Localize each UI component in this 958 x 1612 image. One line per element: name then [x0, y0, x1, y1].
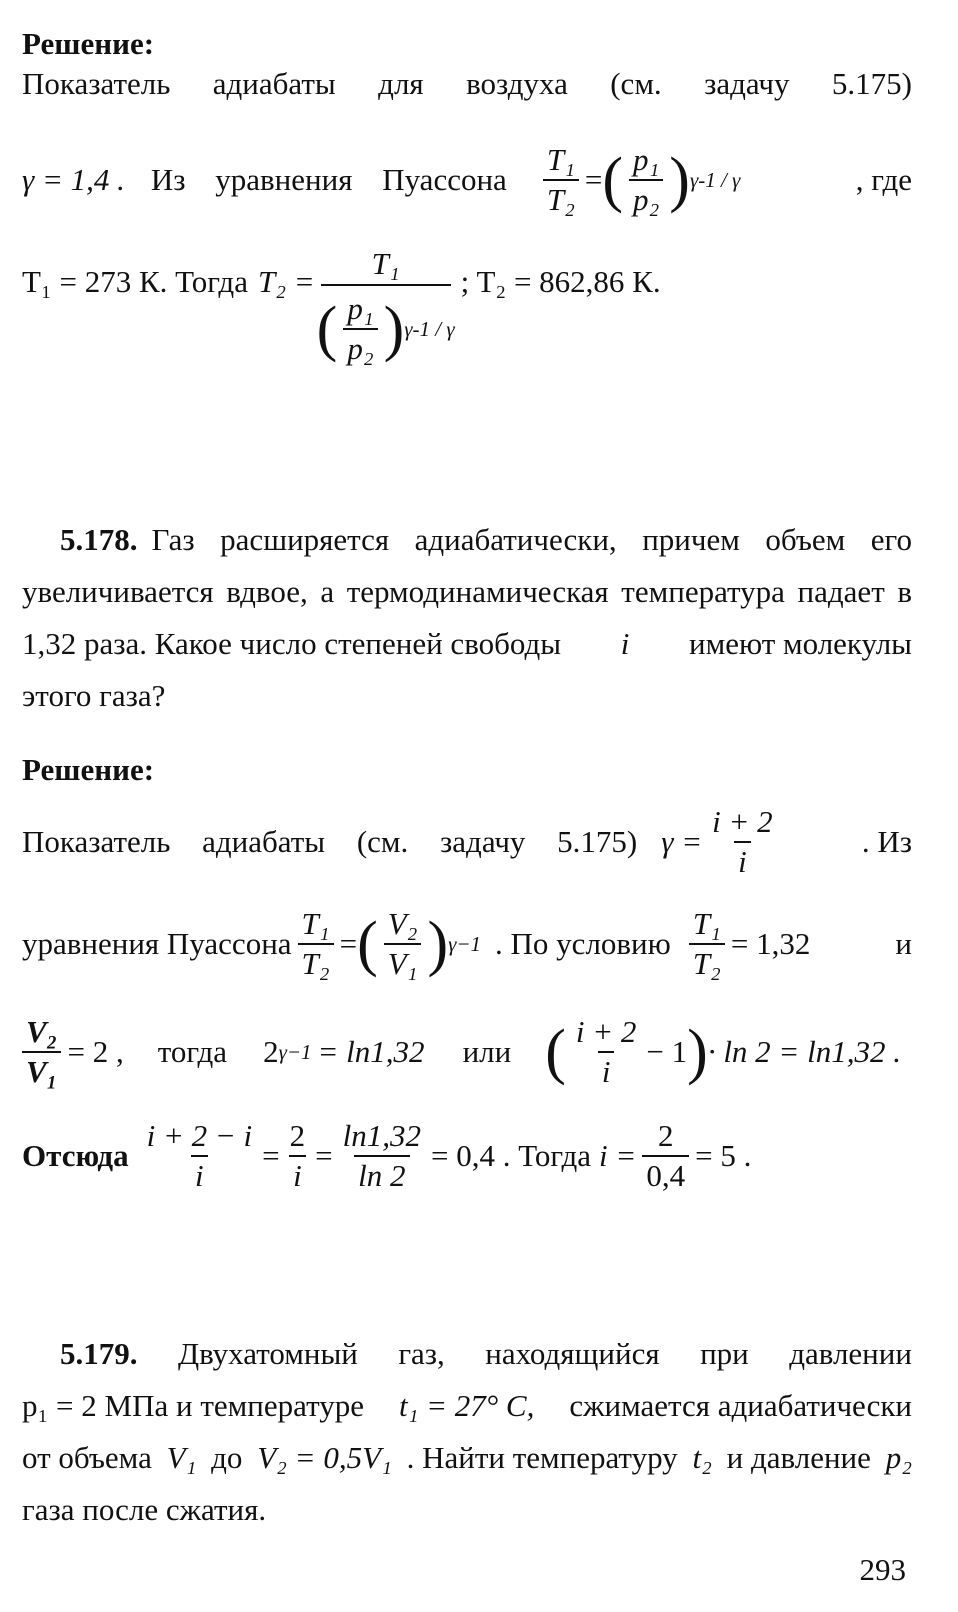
- fraction-numerator: i + 2: [712, 804, 773, 839]
- t-ratio-fraction: [298, 905, 334, 983]
- text: − 1: [646, 1034, 688, 1069]
- block1-line2: γ = 1,4 . Из уравнения Пуассона $\frac{\text{T₁}}{\text{T₂}}$ = ( $\frac{\text{p₁}}{\text{p₂}}$ ) γ-1 / γ , где: [22, 142, 912, 217]
- v2-v1-fraction: [22, 1013, 61, 1091]
- word: газ,: [398, 1336, 445, 1371]
- fraction-numerator: T₁: [546, 142, 575, 177]
- base-two: 2: [263, 1034, 279, 1069]
- word: Показатель: [22, 66, 171, 101]
- fraction-numerator: T₁: [692, 906, 721, 941]
- text: · ln 2 = ln1,32 .: [707, 1034, 901, 1069]
- block2-line2: уравнения Пуассона $\frac{\text{T₁}}{\text{T₂}}$ = ( $\frac{\text{V₂}}{\text{V₁}}$ ) γ−1 . По условию $\frac{\text{T₁}}{\text{T₂}}$ = 1,32 и: [22, 906, 912, 981]
- condition-fraction: [689, 905, 725, 983]
- block2-line1: [22, 800, 912, 884]
- problem-178-line4: этого газа?: [22, 678, 166, 713]
- text: и давление: [726, 1440, 871, 1475]
- text: = ln1,32: [317, 1034, 425, 1069]
- text: V₁: [166, 1440, 197, 1475]
- text: тогда: [157, 1034, 228, 1069]
- fraction-denominator: 0,4: [642, 1155, 689, 1195]
- fraction-numerator: ln1,32: [342, 1118, 421, 1153]
- text: t₁ = 27° С,: [398, 1388, 535, 1423]
- fraction-2: [286, 1117, 310, 1195]
- t2-fraction: [316, 244, 455, 368]
- var-i: i: [620, 626, 630, 661]
- text: V₂ = 0,5V₁: [257, 1440, 392, 1475]
- fraction-numerator: T₁: [301, 906, 330, 941]
- fraction-numerator: p₁: [347, 291, 374, 326]
- word: Двухатомный: [177, 1336, 358, 1371]
- poisson-intro: Из уравнения Пуассона: [150, 162, 507, 197]
- fraction-numerator: 2: [289, 1118, 306, 1153]
- word: задачу: [704, 66, 790, 101]
- word: находящийся: [485, 1336, 660, 1371]
- fraction-1: [143, 1117, 257, 1195]
- text: сжимается адиабатически: [569, 1388, 912, 1423]
- fraction-numerator: p₁: [633, 142, 660, 177]
- text: . Из: [861, 824, 912, 859]
- fraction-numerator: 2: [657, 1118, 674, 1153]
- block2-line3: $\frac{\text{V₂}}{\text{V₁}}$ = 2 , тогда 2 γ−1 = ln1,32 или ( $\frac{i + 2}{i}$ − 1 ) · ln 2 = ln1,32 .: [22, 1004, 912, 1100]
- word: при: [700, 1336, 749, 1371]
- fraction-denominator: i: [191, 1155, 208, 1195]
- word: адиабаты: [212, 66, 336, 101]
- word: для: [378, 66, 424, 101]
- text: и: [895, 926, 912, 961]
- result: = 5 .: [695, 1138, 752, 1173]
- poisson-lhs-fraction: [543, 141, 579, 219]
- exponent: γ−1: [448, 932, 482, 956]
- ratio-value: = 1,32: [730, 926, 811, 961]
- text: t₂: [692, 1440, 712, 1475]
- fraction-numerator: i + 2: [575, 1014, 637, 1049]
- fraction-3: [339, 1117, 425, 1195]
- solution-heading-1: Решение:: [22, 26, 155, 61]
- fraction-denominator: p₂: [343, 328, 377, 368]
- problem-text: Газ расширяется адиабатически, причем объем его: [151, 522, 912, 557]
- v-ratio-fraction: [384, 905, 422, 983]
- fraction-denominator: i: [289, 1155, 306, 1195]
- fraction-denominator: i: [598, 1051, 615, 1091]
- text: или: [462, 1034, 512, 1069]
- problem-number: 5.178.: [60, 522, 138, 557]
- fraction-denominator: V₁: [384, 943, 422, 983]
- fraction-numerator: V₂: [387, 906, 418, 941]
- problem-179-line1: [22, 1334, 912, 1374]
- text: от объема: [22, 1440, 152, 1475]
- i-fraction: [572, 1013, 641, 1091]
- text: до: [211, 1440, 243, 1475]
- t2-lhs: T₂ =: [257, 264, 315, 299]
- fraction-denominator: T₂: [298, 943, 334, 983]
- text: . Найти температуру: [406, 1440, 678, 1475]
- problem-179-line4: газа после сжатия.: [22, 1492, 267, 1527]
- text: p₁ = 2 МПа и температуре: [22, 1388, 364, 1423]
- poisson-exponent: γ-1 / γ: [689, 168, 741, 192]
- problem-179-line3: [22, 1438, 912, 1478]
- gamma-fraction: [708, 803, 777, 881]
- fraction-denominator: T₂: [543, 179, 579, 219]
- fraction-denominator: p₂: [629, 179, 663, 219]
- poisson-rhs-fraction: [629, 141, 663, 219]
- fraction-numerator: V₂: [26, 1014, 58, 1049]
- block1-line1: [22, 64, 912, 104]
- word: (см.: [610, 66, 662, 101]
- exponent: γ−1: [278, 1040, 312, 1064]
- gamma-lhs: γ =: [661, 824, 703, 859]
- fraction-4: [642, 1117, 689, 1195]
- word: давлении: [789, 1336, 912, 1371]
- text: Показатель адиабаты (см. задачу 5.175): [22, 824, 638, 859]
- word: 5.175): [831, 66, 912, 101]
- text: i =: [599, 1138, 637, 1173]
- block2-line4: Отсюда $\frac{i + 2 - i}{i}$ = $\frac{2}{i}$ = $\frac{\ln 1,32}{\ln 2}$ = 0,4 . Тогда i = $\frac{2}{0,4}$ = 5 .: [22, 1118, 752, 1193]
- text: уравнения Пуассона: [22, 926, 292, 961]
- t2-result: ; T₂ = 862,86 К.: [460, 264, 661, 299]
- fraction-numerator: i + 2 − i: [146, 1118, 253, 1153]
- text: Отсюда: [22, 1138, 129, 1173]
- exponent: γ-1 / γ: [404, 317, 455, 341]
- fraction-numerator: T₁: [371, 246, 400, 281]
- text: . По условию: [495, 926, 671, 961]
- fraction-denominator: i: [734, 841, 751, 881]
- solution-heading-2: Решение:: [22, 752, 155, 787]
- problem-178-line2: увеличивается вдвое, а термодинамическая температура падает в: [22, 574, 912, 609]
- gamma-value: γ = 1,4 .: [22, 162, 125, 197]
- fraction-denominator: ( $\frac{\text{p₁}}{\text{p₂}}$ ) γ-1 / γ: [321, 284, 451, 368]
- fraction-denominator: ln 2: [354, 1155, 409, 1195]
- block1-line3: [22, 244, 912, 414]
- text: p₂: [885, 1440, 912, 1475]
- fraction-denominator: V₁: [22, 1051, 61, 1091]
- problem-178-line1: [22, 520, 912, 560]
- problem-text: 1,32 раза. Какое число степеней свободы: [22, 626, 562, 661]
- fraction-denominator: T₂: [689, 943, 725, 983]
- problem-number: 5.179.: [60, 1336, 138, 1371]
- problem-text: имеют молекулы: [688, 626, 912, 661]
- v-ratio-value: = 2 ,: [67, 1034, 124, 1069]
- text: = 0,4 . Тогда: [431, 1138, 592, 1173]
- t1-value: T₁ = 273 К. Тогда: [22, 264, 248, 299]
- problem-178-line3: [22, 624, 912, 664]
- problem-179-line2: [22, 1386, 912, 1426]
- word: воздуха: [466, 66, 568, 101]
- page-number: 293: [859, 1552, 906, 1587]
- where-text: , где: [855, 162, 912, 197]
